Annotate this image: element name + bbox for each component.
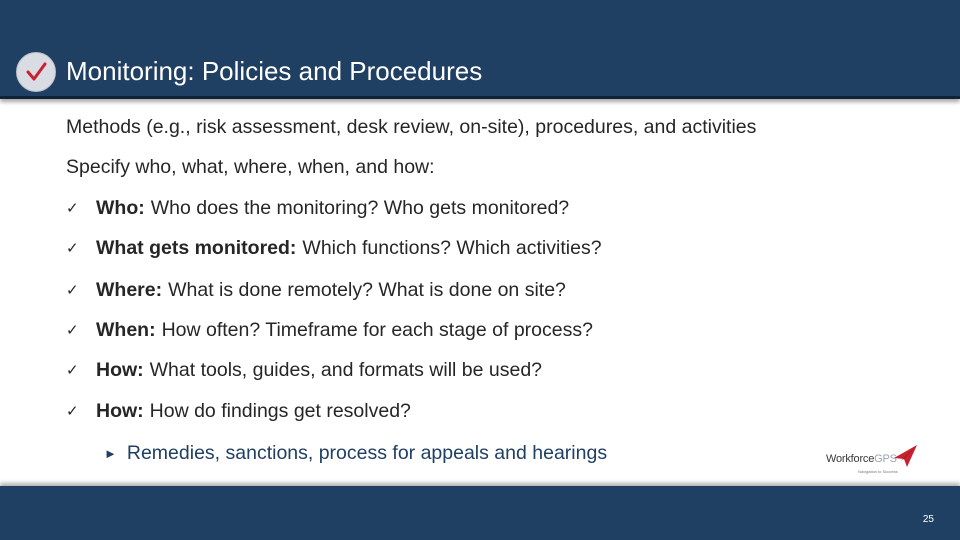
bullet-text: Which functions? Which activities? [302,236,602,259]
specify-line: Specify who, what, where, when, and how: [66,156,435,178]
check-icon: ✓ [66,239,79,257]
logo-word-gps: GPS [874,453,897,465]
bullet-what [66,235,602,261]
sub-bullet-remedies [104,440,607,466]
bullet-term: How: [96,358,144,381]
page-number: 25 [922,514,934,525]
sub-bullet-text: Remedies, sanctions, process for appeals and hearings [126,441,608,464]
check-icon: ✓ [66,402,79,420]
bullet-term: What gets monitored: [96,236,297,259]
bullet-term: When: [96,318,156,341]
bullet-where [66,277,566,303]
slide-footer [0,486,960,540]
logo-word-workforce: Workforce [826,453,875,465]
check-icon: ✓ [66,199,79,217]
check-icon: ✓ [66,281,79,299]
bullet-how-findings [66,398,411,424]
bullet-who [66,195,569,221]
bullet-term: Who: [96,196,145,219]
bullet-when [66,317,593,343]
bullet-term: Where: [96,278,163,301]
methods-line: Methods (e.g., risk assessment, desk review, on-site), procedures, and activities [66,116,757,138]
check-icon: ✓ [66,321,79,339]
workforcegps-logo [826,444,926,484]
slide-header [0,0,960,99]
triangle-bullet-icon: ► [104,445,117,461]
bullet-text: How often? Timeframe for each stage of process? [161,318,593,341]
bullet-text: What is done remotely? What is done on site? [168,278,566,301]
logo-wordmark [826,453,897,465]
bullet-text: How do findings get resolved? [149,399,411,422]
logo-tagline: Navigation to Success [858,469,898,474]
bullet-text: What tools, guides, and formats will be used? [149,358,543,381]
bullet-how-tools [66,357,542,383]
checkmark-icon [16,52,56,92]
slide-title: Monitoring: Policies and Procedures [66,56,483,86]
check-icon: ✓ [66,361,79,379]
bullet-text: Who does the monitoring? Who gets monitored? [150,196,570,219]
bullet-term: How: [96,399,144,422]
